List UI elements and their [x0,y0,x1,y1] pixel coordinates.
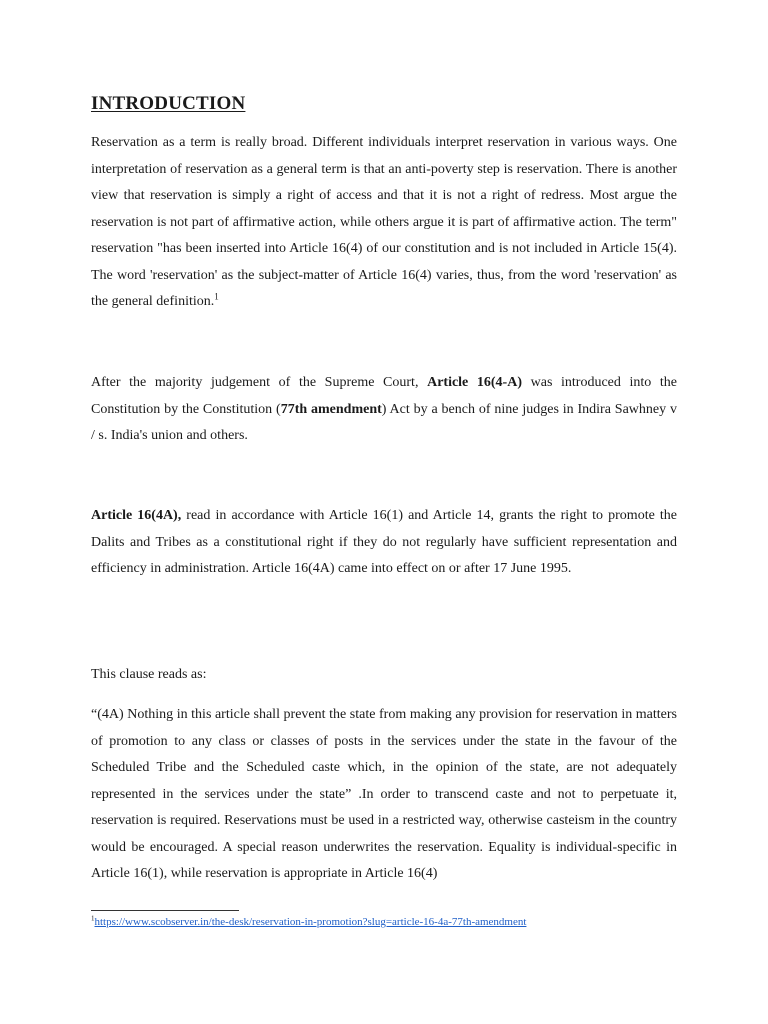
section-heading: INTRODUCTION [91,93,246,114]
footnote-number: 1 [91,914,95,923]
paragraph-clause-intro: This clause reads as: [91,667,207,682]
bold-article-reference: Article 16(4-A) [427,375,522,390]
footnote-separator [91,910,239,911]
paragraph-text: After the majority judgement of the Supreme Court, [91,375,428,390]
paragraph-text: ) Act by a bench of nine judges in Indira Sawhney v / s. India's union and others. [91,401,677,443]
paragraph-reservation-definition [91,130,677,316]
paragraph-text: was introduced into the Constitution by the Constitution ( [91,375,678,417]
paragraph-article-16-4a-meaning [91,503,677,583]
footnote [91,914,526,930]
bold-amendment-reference: 77th amendment [280,401,382,417]
paragraph-article-16-4a-introduction [91,370,677,450]
footnote-link[interactable]: https://www.scobserver.in/the-desk/reservation-in-promotion?slug=article-16-4a-77th-amendment [94,916,527,928]
bold-article-reference: Article 16(4A), [91,508,182,523]
paragraph-text: read in accordance with Article 16(1) and Article 14, grants the right to promote the Dalits and Tribes as a constitutional right if they do not regularly have sufficient representation and efficiency in administration. Article 16(4A) came into effect on or after 17 June 1995. [91,508,677,576]
footnote-reference[interactable]: 1 [214,291,219,302]
paragraph-clause-quote: “(4A) Nothing in this article shall prevent the state from making any provision for reservation in matters of promotion to any class or classes of posts in the services under the state in the favour of the Scheduled Tribe and the Scheduled caste which, in the opinion of the state, are not adequately represented in the services under the state” .In order to transcend caste and not to perpetuate it, reservation is required. Reservations must be used in a restricted way, otherwise casteism in the country would be encouraged. A special reason underwrites the reservation. Equality is individual-specific in Article 16(1), while reservation is appropriate in Article 16(4) [91,707,677,881]
paragraph-text: Reservation as a term is really broad. Different individuals interpret reservation in various ways. One interpretation of reservation as a general term is that an anti-poverty step is reservation. There is another view that reservation is simply a right of access and that it is not a right of redress. Most argue the reservation is not part of affirmative action, while others argue it is part of affirmative action. The term" reservation "has been inserted into Article 16(4) of our constitution and is not included in Article 15(4). The word 'reservation' as the subject-matter of Article 16(4) varies, thus, from the word 'reservation' as the general definition. [91,135,677,309]
